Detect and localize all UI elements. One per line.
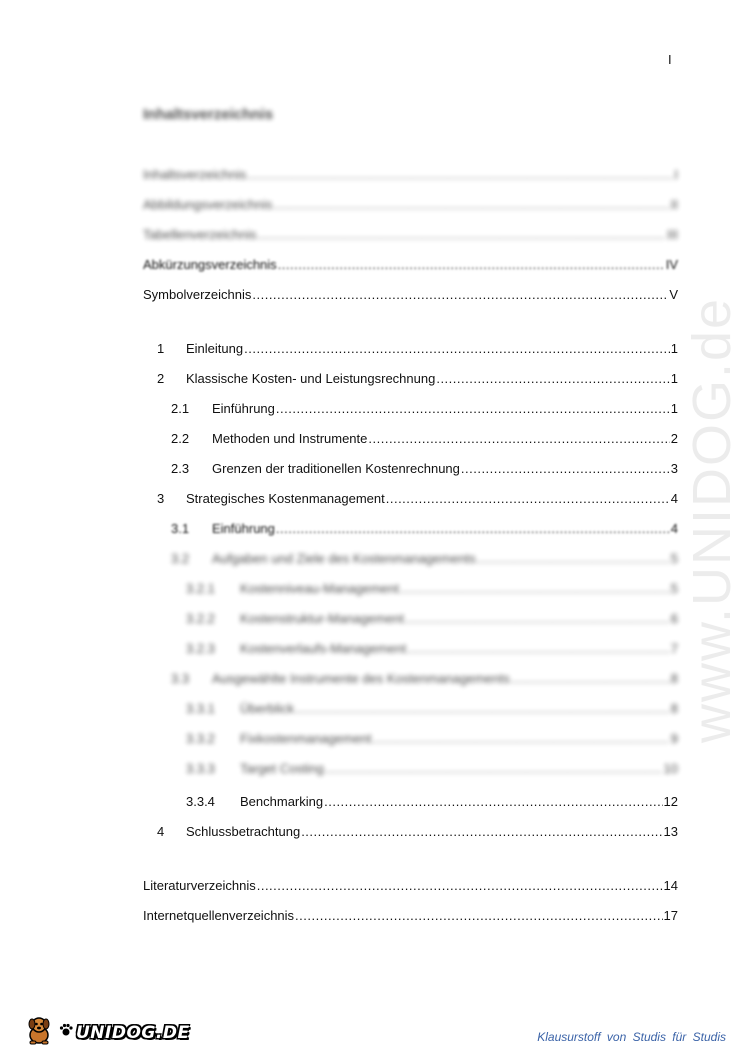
toc-entry bbox=[143, 581, 678, 599]
toc-entry-title: Inhaltsverzeichnis bbox=[143, 167, 247, 182]
toc-entry bbox=[143, 761, 678, 779]
toc-entry-number: 3.3 bbox=[171, 671, 190, 686]
toc-entry-page: 1 bbox=[670, 401, 678, 416]
toc-entry-page: I bbox=[674, 167, 678, 182]
toc-entry-title: Fixkostenmanagement bbox=[240, 731, 372, 746]
toc-entry-title: Klassische Kosten- und Leistungsrechnung bbox=[186, 371, 436, 386]
toc-entry bbox=[143, 287, 678, 305]
toc-entry-title: Target Costing bbox=[240, 761, 324, 776]
toc-entry bbox=[143, 824, 678, 842]
toc-entry-title: Kostenstruktur-Management bbox=[240, 611, 405, 626]
toc-entry-title: Schlussbetrachtung bbox=[186, 824, 301, 839]
toc-entry-number: 2.1 bbox=[171, 401, 190, 416]
toc-entry-number: 3.3.1 bbox=[186, 701, 215, 716]
toc-entry-title: Methoden und Instrumente bbox=[212, 431, 368, 446]
toc-entry-title: Überblick bbox=[240, 701, 295, 716]
toc-entry-title: Einführung bbox=[212, 521, 275, 536]
toc-entry-title: Abbildungsverzeichnis bbox=[143, 197, 273, 212]
toc-entry-title: Aufgaben und Ziele des Kostenmanagements bbox=[212, 551, 476, 566]
toc-entry-title: Tabellenverzeichnis bbox=[143, 227, 257, 242]
toc-entry-title: Einleitung bbox=[186, 341, 244, 356]
toc-entry bbox=[143, 431, 678, 449]
footer-tagline: Klausurstoff von Studis für Studis bbox=[537, 1030, 726, 1044]
toc-entry-number: 1 bbox=[157, 341, 165, 356]
toc-entry-page: 17 bbox=[663, 908, 678, 923]
toc-entry bbox=[143, 401, 678, 419]
toc-entry-title: Literaturverzeichnis bbox=[143, 878, 256, 893]
toc-entry-page: 2 bbox=[670, 431, 678, 446]
toc-entry-number: 2.3 bbox=[171, 461, 190, 476]
toc-heading: Inhaltsverzeichnis bbox=[143, 106, 274, 123]
toc-entry-number: 2 bbox=[157, 371, 165, 386]
toc-entry bbox=[143, 227, 678, 245]
toc-entry bbox=[143, 257, 678, 275]
toc-entry bbox=[143, 551, 678, 569]
toc-entry bbox=[143, 371, 678, 389]
toc-entry bbox=[143, 521, 678, 539]
toc-entry-page: 4 bbox=[670, 491, 678, 506]
toc-entry bbox=[143, 908, 678, 926]
toc-entry-number: 3.3.3 bbox=[186, 761, 215, 776]
toc-entry-title: Kostenniveau-Management bbox=[240, 581, 399, 596]
logo-text: UNIDOG.DE bbox=[76, 1022, 190, 1043]
toc-entry bbox=[143, 641, 678, 659]
toc-entry-title: Kostenverlaufs-Management bbox=[240, 641, 407, 656]
toc-entry-page: 5 bbox=[670, 551, 678, 566]
toc-entry-page: 1 bbox=[670, 341, 678, 356]
toc-entry bbox=[143, 794, 678, 812]
toc-entry-title: Ausgewählte Instrumente des Kostenmanagements bbox=[212, 671, 510, 686]
toc-entry-number: 3.3.2 bbox=[186, 731, 215, 746]
toc-entry bbox=[143, 671, 678, 689]
toc-entry-number: 3.2.2 bbox=[186, 611, 215, 626]
toc-entry-page: 3 bbox=[670, 461, 678, 476]
toc-entry-page: IV bbox=[665, 257, 678, 272]
toc-entry bbox=[143, 167, 678, 185]
dog-icon bbox=[22, 1013, 56, 1052]
toc-entry-number: 4 bbox=[157, 824, 165, 839]
toc-entry bbox=[143, 341, 678, 359]
toc-entry-page: 10 bbox=[663, 761, 678, 776]
toc-entry-page: 8 bbox=[670, 671, 678, 686]
toc-entry bbox=[143, 731, 678, 749]
toc-entry-title: Einführung bbox=[212, 401, 275, 416]
toc-entry-number: 3.2.3 bbox=[186, 641, 215, 656]
toc-entry-page: 8 bbox=[670, 701, 678, 716]
toc-entry-page: 12 bbox=[663, 794, 678, 809]
toc-entry-page: V bbox=[669, 287, 678, 302]
toc-entry-page: 4 bbox=[670, 521, 678, 536]
toc-entry-title: Benchmarking bbox=[240, 794, 324, 809]
watermark: www.UNIDOG.de bbox=[682, 296, 742, 744]
page-number: I bbox=[668, 52, 672, 67]
toc-entry-page: 1 bbox=[670, 371, 678, 386]
toc-entry-title: Grenzen der traditionellen Kostenrechnung bbox=[212, 461, 460, 476]
toc-entry-number: 3.3.4 bbox=[186, 794, 215, 809]
toc-entry bbox=[143, 878, 678, 896]
toc-entry-page: II bbox=[670, 197, 678, 212]
toc-entry bbox=[143, 461, 678, 479]
toc-entry-page: 14 bbox=[663, 878, 678, 893]
paw-icon bbox=[59, 1023, 73, 1042]
toc-entry-title: Abkürzungsverzeichnis bbox=[143, 257, 277, 272]
toc-entry-number: 3.1 bbox=[171, 521, 190, 536]
toc-entry-page: 9 bbox=[670, 731, 678, 746]
toc-entry-number: 3.2.1 bbox=[186, 581, 215, 596]
toc-entry-page: III bbox=[667, 227, 678, 242]
toc-entry-page: 13 bbox=[663, 824, 678, 839]
toc-entry bbox=[143, 701, 678, 719]
toc-entry-number: 3 bbox=[157, 491, 165, 506]
toc-entry-page: 7 bbox=[670, 641, 678, 656]
toc-entry bbox=[143, 611, 678, 629]
toc-entry-title: Symbolverzeichnis bbox=[143, 287, 252, 302]
toc-entry-title: Internetquellenverzeichnis bbox=[143, 908, 295, 923]
toc-entry-number: 2.2 bbox=[171, 431, 190, 446]
unidog-logo bbox=[22, 1013, 190, 1052]
toc-entry bbox=[143, 197, 678, 215]
toc-entry-page: 5 bbox=[670, 581, 678, 596]
toc-entry-title: Strategisches Kostenmanagement bbox=[186, 491, 385, 506]
toc-entry-number: 3.2 bbox=[171, 551, 190, 566]
toc-entry-page: 6 bbox=[670, 611, 678, 626]
toc-entry bbox=[143, 491, 678, 509]
